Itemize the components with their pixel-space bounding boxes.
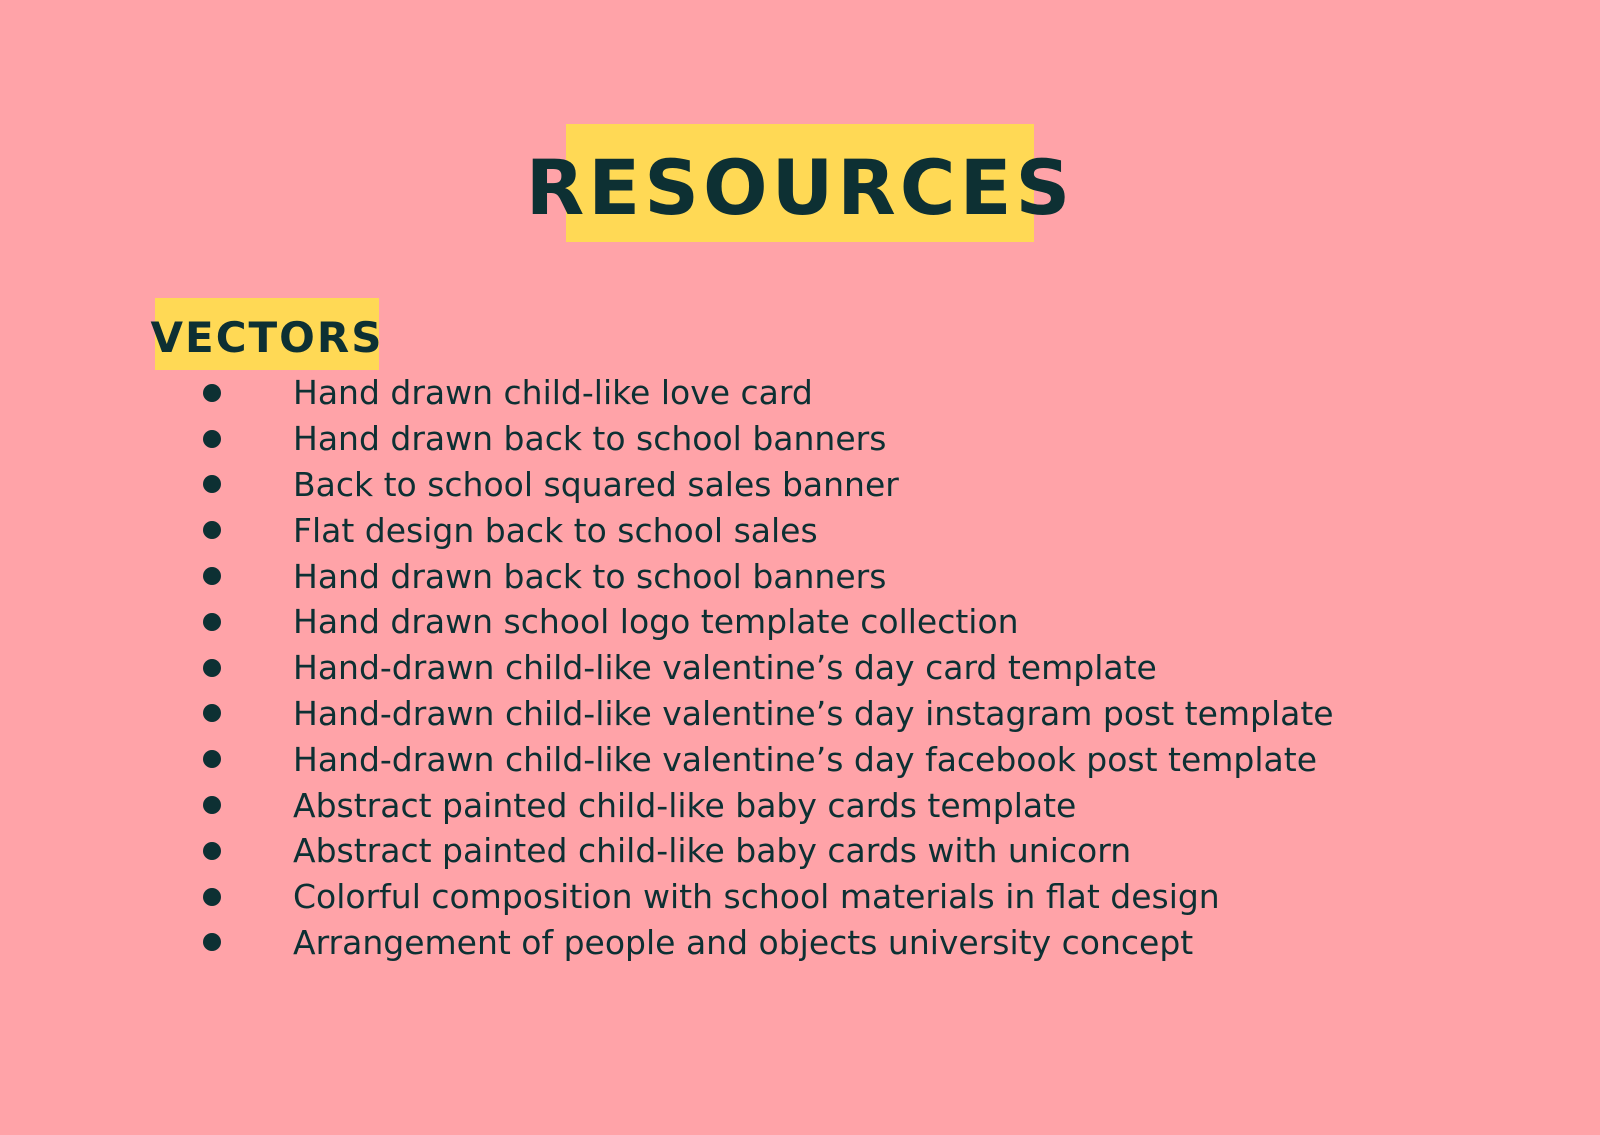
list-item-text: Hand-drawn child-like valentine’s day card template bbox=[293, 648, 1157, 688]
list-item-text: Abstract painted child-like baby cards with unicorn bbox=[293, 831, 1132, 871]
bullet-icon bbox=[203, 521, 221, 539]
page-title: RESOURCES bbox=[525, 143, 1075, 232]
section-heading: VECTORS bbox=[150, 313, 384, 362]
list-item-text: Back to school squared sales banner bbox=[293, 464, 899, 504]
list-item-text: Hand-drawn child-like valentine’s day facebook post template bbox=[293, 739, 1318, 779]
list-item-text: Flat design back to school sales bbox=[293, 510, 818, 550]
page-title-highlight bbox=[525, 124, 1075, 242]
bullet-icon bbox=[203, 842, 221, 860]
bullet-icon bbox=[203, 888, 221, 906]
bullet-icon bbox=[203, 704, 221, 722]
bullet-icon bbox=[203, 659, 221, 677]
section-heading-highlight bbox=[150, 298, 384, 370]
list-item-text: Hand drawn school logo template collection bbox=[293, 602, 1019, 642]
bullet-icon bbox=[203, 430, 221, 448]
bullet-icon bbox=[203, 567, 221, 585]
list-item-text: Colorful composition with school materials in flat design bbox=[293, 877, 1220, 917]
bullet-icon bbox=[203, 384, 221, 402]
bullet-icon bbox=[203, 796, 221, 814]
bullet-icon bbox=[203, 750, 221, 768]
list-item-text: Hand drawn child-like love card bbox=[293, 373, 813, 413]
bullet-icon bbox=[203, 475, 221, 493]
list-item-text: Arrangement of people and objects university concept bbox=[293, 922, 1194, 962]
list-item-text: Hand drawn back to school banners bbox=[293, 419, 887, 459]
list-item-text: Hand drawn back to school banners bbox=[293, 556, 887, 596]
list-item-text: Hand-drawn child-like valentine’s day instagram post template bbox=[293, 693, 1334, 733]
bullet-icon bbox=[203, 613, 221, 631]
list-item-text: Abstract painted child-like baby cards template bbox=[293, 785, 1077, 825]
bullet-icon bbox=[203, 933, 221, 951]
